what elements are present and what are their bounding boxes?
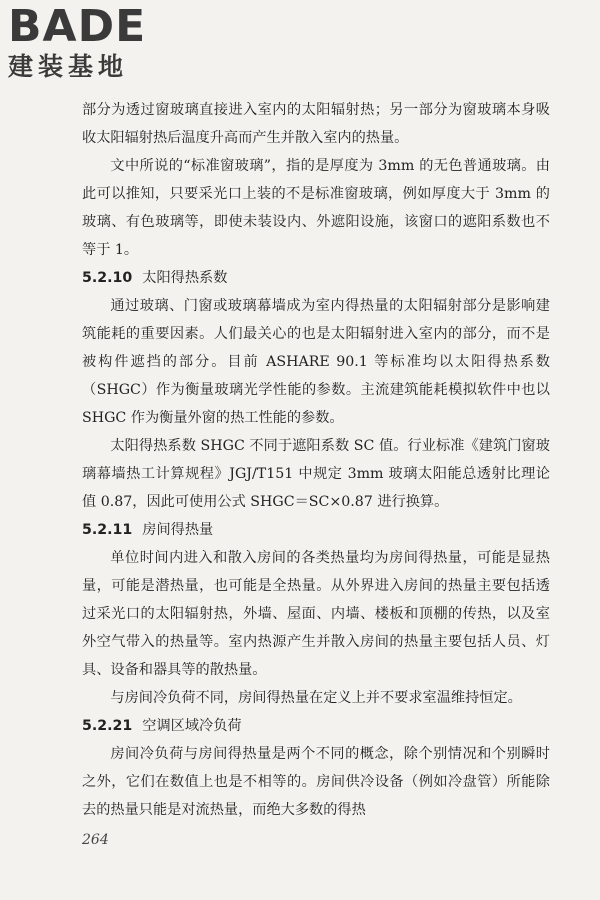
paragraph-3: 通过玻璃、门窗或玻璃幕墙成为室内得热量的太阳辐射部分是影响建筑能耗的重要因素。人们最关心的也是太阳辐射进入室内的部分，而不是被构件遮挡的部分。目前 ASHARE 90.1 等标准均以太阳得热系数（SHGC）作为衡量玻璃光学性能的参数。主流建筑能耗模拟软件中也以 SHGC 作为衡量外窗的热工性能的参数。 [82,298,550,426]
section-title: 空调区域冷负荷 [142,718,242,734]
paragraph-7: 房间冷负荷与房间得热量是两个不同的概念，除个别情况和个别瞬时之外，它们在数值上也是不相等的。房间供冷设备（例如冷盘管）所能除去的热量只能是对流热量，而绝大多数的得热 [82,746,550,818]
paragraph-2: 文中所说的“标准窗玻璃”，指的是厚度为 3mm 的无色普通玻璃。由此可以推知，只要采光口上装的不是标准窗玻璃，例如厚度大于 3mm 的玻璃、有色玻璃等，即使未装设内、外遮阳设施，该窗口的遮阳系数也不等于 1。 [82,158,550,258]
logo-wordmark: BADE [8,1,147,52]
section-number: 5.2.11 [82,522,133,538]
paragraph-1: 部分为透过窗玻璃直接进入室内的太阳辐射热；另一部分为窗玻璃本身吸收太阳辐射热后温度升高而产生并散入室内的热量。 [82,102,550,146]
section-title: 太阳得热系数 [142,270,228,286]
paragraph-4: 太阳得热系数 SHGC 不同于遮阳系数 SC 值。行业标准《建筑门窗玻璃幕墙热工计算规程》JGJ/T151 中规定 3mm 玻璃太阳能总透射比理论值 0.87，因此可使用公式 SHGC＝SC×0.87 进行换算。 [82,438,550,510]
page-body [82,96,550,824]
paragraph-6: 与房间冷负荷不同，房间得热量在定义上并不要求室温维持恒定。 [110,690,522,706]
logo-subtitle: 建装基地 [8,52,129,81]
section-heading-5-2-11 [82,516,550,544]
section-number: 5.2.21 [82,718,133,734]
section-heading-5-2-21 [82,712,550,740]
section-title: 房间得热量 [142,522,214,538]
section-number: 5.2.10 [82,270,133,286]
paragraph-5: 单位时间内进入和散入房间的各类热量均为房间得热量，可能是显热量，可能是潜热量，也可能是全热量。从外界进入房间的热量主要包括透过采光口的太阳辐射热，外墙、屋面、内墙、楼板和顶棚的传热，以及室外空气带入的热量等。室内热源产生并散入房间的热量主要包括人员、灯具、设备和器具等的散热量。 [82,550,550,678]
section-heading-5-2-10 [82,264,550,292]
bade-logo [8,1,183,82]
page-number: 264 [82,832,109,848]
